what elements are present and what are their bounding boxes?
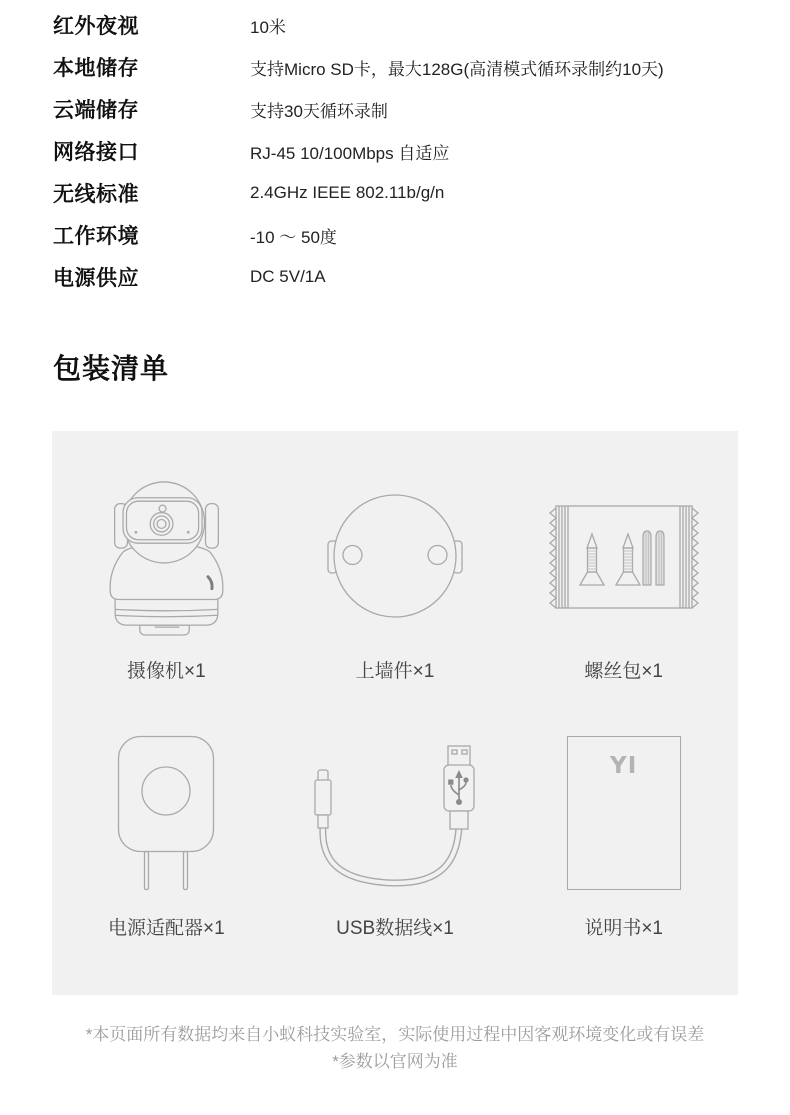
usb-cable-icon: [305, 738, 485, 888]
wall-mount-illustration: [325, 477, 465, 637]
spec-label: 本地储存: [53, 57, 139, 80]
packing-row-1: [52, 431, 738, 685]
power-adapter-icon: [116, 734, 216, 892]
spec-row-wireless-standard: [53, 172, 790, 214]
packing-item-label: 螺丝包×1: [584, 661, 663, 682]
footnote-line-2: *参数以官网为准: [332, 1052, 458, 1071]
spec-row-operating-environment: [53, 214, 790, 256]
screw-pack-illustration: [546, 477, 702, 637]
spec-value: 10米: [250, 17, 286, 37]
packing-item-screw-pack: [509, 477, 738, 685]
packing-item-label: 说明书×1: [584, 918, 663, 939]
spec-label: 电源供应: [53, 267, 139, 290]
wall-mount-icon: [325, 494, 465, 620]
spec-label: 工作环境: [53, 225, 139, 248]
packing-item-power-adapter: [52, 735, 281, 942]
spec-label: 云端储存: [53, 99, 139, 122]
spec-row-power-supply: [53, 256, 790, 298]
footnote: [0, 1021, 790, 1075]
manual-illustration: [567, 735, 681, 890]
spec-value: RJ-45 10/100Mbps 自适应: [250, 143, 450, 163]
packing-item-camera: [52, 477, 281, 685]
spec-row-network-port: [53, 130, 790, 172]
packing-item-label: USB数据线×1: [336, 918, 454, 939]
spec-value: 支持Micro SD卡，最大128G(高清模式循环录制约10天): [250, 59, 664, 79]
spec-value: DC 5V/1A: [250, 267, 326, 286]
camera-illustration: [107, 477, 226, 637]
spec-label: 红外夜视: [53, 15, 139, 38]
packing-item-label: 摄像机×1: [126, 661, 206, 682]
footnote-line-1: *本页面所有数据均来自小蚁科技实验室，实际使用过程中因客观环境变化或有误差: [85, 1025, 705, 1044]
packing-item-wall-mount: [281, 477, 510, 685]
spec-list: [0, 0, 790, 298]
packing-item-label: 上墙件×1: [355, 661, 435, 682]
spec-value: -10 ～ 50度: [250, 227, 337, 247]
screw-pack-icon: [546, 504, 702, 610]
spec-row-ir-night-vision: [53, 4, 790, 46]
packing-item-manual: [509, 735, 738, 942]
packing-row-2: [52, 685, 738, 942]
spec-row-cloud-storage: [53, 88, 790, 130]
packing-list-panel: [52, 431, 738, 995]
power-adapter-illustration: [116, 735, 216, 890]
spec-value: 2.4GHz IEEE 802.11b/g/n: [250, 183, 445, 202]
usb-cable-illustration: [305, 735, 485, 890]
spec-value: 支持30天循环录制: [250, 101, 388, 121]
packing-list-heading: 包装清单: [53, 353, 170, 384]
camera-icon: [107, 477, 226, 637]
spec-label: 网络接口: [53, 141, 139, 164]
manual-booklet: [567, 736, 681, 890]
spec-row-local-storage: [53, 46, 790, 88]
packing-item-usb-cable: [281, 735, 510, 942]
packing-item-label: 电源适配器×1: [107, 918, 225, 939]
spec-label: 无线标准: [53, 183, 139, 206]
yi-logo: YI: [610, 752, 638, 779]
